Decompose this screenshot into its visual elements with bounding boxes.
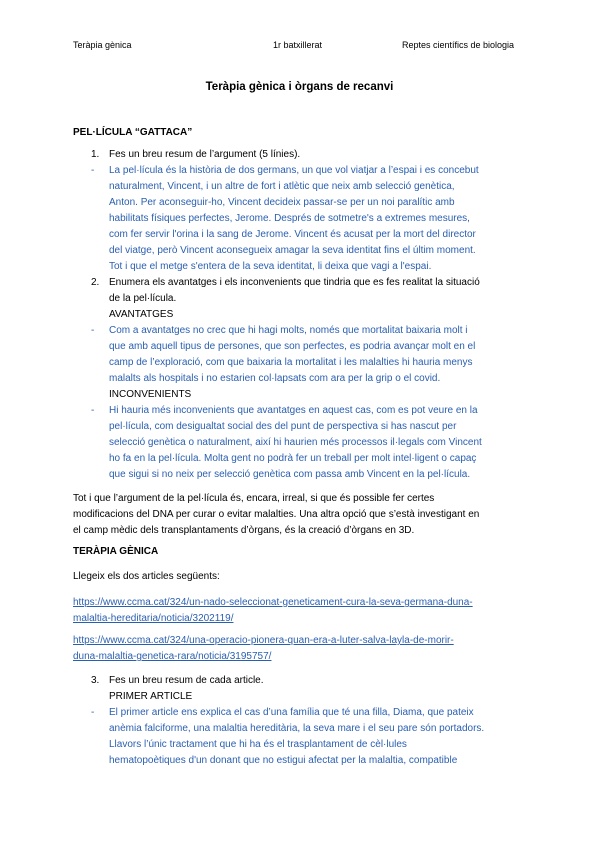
question-text: Fes un breu resum de l’argument (5 línies). <box>109 149 301 160</box>
disadvantages-label: INCONVENIENTS <box>109 389 192 400</box>
closing-paragraph <box>73 491 533 539</box>
answer-line: naturalment, Vincent, i un altre de fort i atlètic que neix amb selecció genètica, <box>109 181 455 192</box>
answer-line: malalts als hospitals i no estarien col·lapsats com ara per la grip o el covid. <box>109 373 441 384</box>
answer-line: La pel·lícula és la història de dos germans, un que vol viatjar a l’espai i es concebut <box>109 165 479 176</box>
answer-line: Com a avantatges no crec que hi hagi molts, només que mortalitat baixaria molt i <box>109 325 468 336</box>
link-line[interactable]: https://www.ccma.cat/324/un-nado-seleccionat-geneticament-cura-la-seva-germana-duna- <box>73 597 473 608</box>
section-heading-gene-therapy: TERÀPIA GÈNICA <box>73 546 159 557</box>
article-link-2[interactable] <box>73 633 533 665</box>
question-text: de la pel·lícula. <box>109 293 177 304</box>
first-article-label: PRIMER ARTICLE <box>109 691 193 702</box>
paragraph-line: modificacions del DNA per curar o evitar malalties. Una altra opció que s’està investigant en <box>73 509 480 520</box>
answer-line: que sigui si no neix per selecció genètica com passa amb Vincent en la pel·lícula. <box>109 469 471 480</box>
answer-line: hematopoètiques d'un donant que no estigui afectat per la malaltia, compatible <box>109 755 458 766</box>
bullet-dash: - <box>91 165 95 176</box>
question-text: Enumera els avantatges i els inconvenients que tindria que es fes realitat la situació <box>109 277 480 288</box>
header-left: Teràpia gènica <box>73 40 132 50</box>
answer-line: habilitats físiques perfectes, Jerome. Després de sotmetre's a extremes mesures, <box>109 213 470 224</box>
articles-intro: Llegeix els dos articles següents: <box>73 571 220 582</box>
header-right: Reptes científics de biologia <box>402 40 515 50</box>
question-number: 3. <box>91 675 100 686</box>
document-title: Teràpia gènica i òrgans de recanvi <box>205 81 394 93</box>
bullet-dash: - <box>91 707 95 718</box>
link-line[interactable]: https://www.ccma.cat/324/una-operacio-pionera-quan-era-a-luter-salva-layla-de-morir- <box>73 635 454 646</box>
question-number: 1. <box>91 149 100 160</box>
paragraph-line: Tot i que l’argument de la pel·lícula és, encara, irreal, si que és possible fer certes <box>73 493 435 504</box>
link-line[interactable]: malaltia-hereditaria/noticia/3202119/ <box>73 613 234 624</box>
answer-line: El primer article ens explica el cas d’una família que té una filla, Diama, que pateix <box>109 707 474 718</box>
header-center: 1r batxillerat <box>273 40 323 50</box>
question-text: Fes un breu resum de cada article. <box>109 675 264 686</box>
advantages-label: AVANTATGES <box>109 309 174 320</box>
answer-line: selecció genètica o naturalment, així hi haurien més processos il·legals com Vincent <box>109 437 482 448</box>
paragraph-line: el camp mèdic dels transplantaments d’òrgans, és la creació d’òrgans en 3D. <box>73 525 415 536</box>
answer-line: Anton. Per aconseguir-ho, Vincent decideix passar-se per un noi paralític amb <box>109 197 455 208</box>
answer-line: pel·lícula, com desigualtat social des del punt de perspectiva si has nascut per <box>109 421 457 432</box>
answer-line: ho fa en la pel·lícula. Molta gent no podrà fer un treball per molt intel·ligent o capaç <box>109 453 477 464</box>
answer-line: Tot i que el metge s'entera de la seva identitat, li deixa que vagi a l'espai. <box>109 261 432 272</box>
bullet-dash: - <box>91 405 95 416</box>
link-line[interactable]: duna-malaltia-genetica-rara/noticia/3195757/ <box>73 651 272 662</box>
answer-line: Llavors l’únic tractament que hi ha és el trasplantament de cèl·lules <box>109 739 407 750</box>
article-link-1[interactable] <box>73 595 533 627</box>
answer-line: anèmia falciforme, una malaltia hereditària, la seva mare i el seu pare són portadors. <box>109 723 485 734</box>
answer-line: com fer servir l'orina i la sang de Jerome. Vincent és acusat per la mort del director <box>109 229 476 240</box>
answer-line: del viatge, però Vincent aconsegueix amagar la seva identitat fins el últim moment. <box>109 245 476 256</box>
answer-line: que amb aquell tipus de persones, que son perfectes, es podria avançar molt en el <box>109 341 476 352</box>
answer-line: Hi hauria més inconvenients que avantatges en aquest cas, com es pot veure en la <box>109 405 478 416</box>
bullet-dash: - <box>91 325 95 336</box>
section-heading-film: PEL·LÍCULA “GATTACA” <box>73 127 193 138</box>
answer-line: camp de l’exploració, com que baixaria la mortalitat i les malalties hi hauria menys <box>109 357 473 368</box>
question-number: 2. <box>91 277 100 288</box>
